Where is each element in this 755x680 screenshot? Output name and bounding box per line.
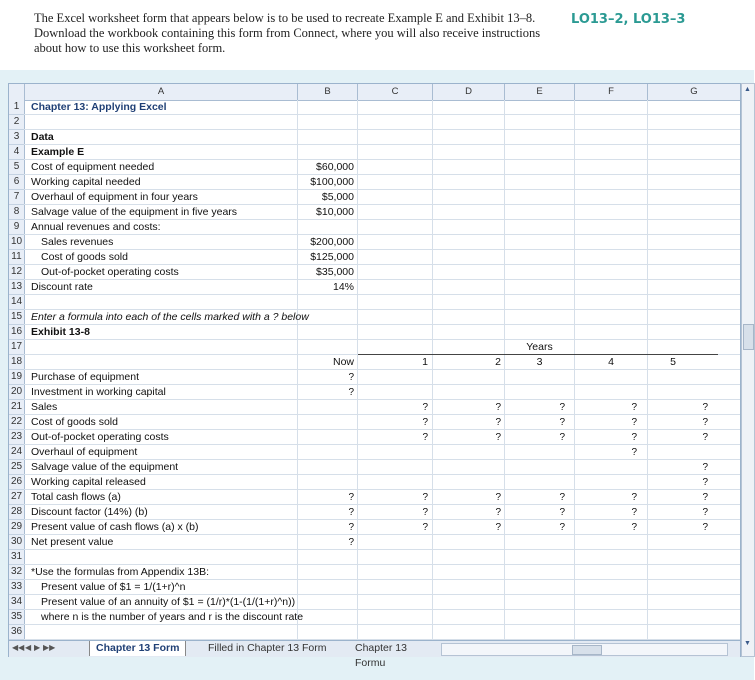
row-header[interactable]: 25	[9, 460, 25, 475]
row-header[interactable]: 34	[9, 595, 25, 610]
cell-a1-title[interactable]: Chapter 13: Applying Excel	[31, 101, 167, 113]
col-header-c[interactable]: C	[358, 84, 433, 101]
cell-a15-instructions[interactable]: Enter a formula into each of the cells marked with a ? below	[31, 311, 309, 323]
next-sheet-button[interactable]: ▶	[34, 643, 41, 652]
formula-placeholder-cell[interactable]: ?	[559, 402, 565, 413]
cell-b10[interactable]: $200,000	[310, 236, 354, 248]
formula-placeholder-cell[interactable]: ?	[559, 522, 565, 533]
row-header[interactable]: 21	[9, 400, 25, 415]
cell-a35[interactable]: where n is the number of years and r is the discount rate	[41, 611, 304, 623]
cell-a11[interactable]: Cost of goods sold	[41, 251, 128, 263]
cell-b13[interactable]: 14%	[332, 281, 354, 293]
row-header[interactable]: 11	[9, 250, 25, 265]
cell-a28[interactable]: Discount factor (14%) (b)	[31, 506, 148, 518]
last-sheet-button[interactable]: ▶▶	[43, 643, 56, 652]
row-header[interactable]: 17	[9, 340, 25, 355]
horizontal-scrollbar[interactable]	[441, 643, 728, 656]
row-gridline	[24, 339, 740, 340]
row-header[interactable]: 10	[9, 235, 25, 250]
cell-a7[interactable]: Overhaul of equipment in four years	[31, 191, 198, 203]
cell-g18[interactable]: 5	[670, 356, 676, 368]
cell-a26[interactable]: Working capital released	[31, 476, 146, 488]
row-header[interactable]: 8	[9, 205, 25, 220]
row-header[interactable]: 27	[9, 490, 25, 505]
row-header[interactable]: 14	[9, 295, 25, 310]
row-gridline	[24, 294, 740, 295]
formula-placeholder-cell[interactable]: ?	[495, 522, 501, 533]
formula-placeholder-cell[interactable]: ?	[631, 447, 637, 458]
formula-placeholder-cell[interactable]: ?	[631, 492, 637, 503]
cell-a32[interactable]: *Use the formulas from Appendix 13B:	[31, 566, 210, 578]
scroll-up-icon[interactable]: ▲	[744, 86, 751, 93]
row-header[interactable]: 29	[9, 520, 25, 535]
row-gridline	[24, 129, 740, 130]
col-header-g[interactable]: G	[648, 84, 740, 101]
scroll-down-icon[interactable]: ▼	[744, 640, 751, 647]
formula-placeholder-cell[interactable]: ?	[702, 477, 708, 488]
cell-e18[interactable]: 3	[536, 356, 543, 368]
cell-a10[interactable]: Sales revenues	[41, 236, 114, 248]
cell-b18-now[interactable]: Now	[332, 356, 354, 368]
row-header[interactable]: 16	[9, 325, 25, 340]
cell-a25[interactable]: Salvage value of the equipment	[31, 461, 179, 473]
row-header[interactable]: 19	[9, 370, 25, 385]
cell-b5[interactable]: $60,000	[316, 161, 354, 173]
formula-placeholder-cell[interactable]: ?	[495, 492, 501, 503]
formula-placeholder-cell[interactable]: ?	[422, 417, 428, 428]
row-header[interactable]: 30	[9, 535, 25, 550]
row-header[interactable]: 9	[9, 220, 25, 235]
cell-c18[interactable]: 1	[422, 356, 428, 368]
row-header[interactable]: 31	[9, 550, 25, 565]
col-header-f[interactable]: F	[575, 84, 648, 101]
row-header[interactable]: 1	[9, 100, 25, 115]
formula-placeholder-cell[interactable]: ?	[348, 387, 354, 398]
cell-a23[interactable]: Out-of-pocket operating costs	[31, 431, 169, 443]
tab-filled-in-form[interactable]: Filled in Chapter 13 Form	[208, 642, 327, 654]
formula-placeholder-cell[interactable]: ?	[422, 432, 428, 443]
row-header[interactable]: 2	[9, 115, 25, 130]
formula-placeholder-cell[interactable]: ?	[631, 507, 637, 518]
horizontal-scroll-thumb[interactable]	[572, 645, 602, 655]
sheet-tab-bar	[9, 640, 740, 669]
formula-placeholder-cell[interactable]: ?	[495, 507, 501, 518]
row-header[interactable]: 36	[9, 625, 25, 640]
formula-placeholder-cell[interactable]: ?	[348, 537, 354, 548]
cell-a5[interactable]: Cost of equipment needed	[31, 161, 155, 173]
cell-a6[interactable]: Working capital needed	[31, 176, 141, 188]
formula-placeholder-cell[interactable]: ?	[702, 402, 708, 413]
col-header-a[interactable]: A	[25, 84, 298, 101]
formula-placeholder-cell[interactable]: ?	[422, 507, 428, 518]
row-header[interactable]: 28	[9, 505, 25, 520]
row-header[interactable]: 4	[9, 145, 25, 160]
formula-placeholder-cell[interactable]: ?	[348, 372, 354, 383]
formula-placeholder-cell[interactable]: ?	[422, 402, 428, 413]
row-gridline	[24, 549, 740, 550]
cell-a12[interactable]: Out-of-pocket operating costs	[41, 266, 179, 278]
cell-a33[interactable]: Present value of $1 = 1/(1+r)^n	[41, 581, 186, 593]
cell-a8[interactable]: Salvage value of the equipment in five years	[31, 206, 238, 218]
row-gridline	[24, 144, 740, 145]
row-header[interactable]: 33	[9, 580, 25, 595]
col-header-b[interactable]: B	[298, 84, 358, 101]
cell-a16-exhibit[interactable]: Exhibit 13-8	[31, 326, 90, 338]
row-header[interactable]: 13	[9, 280, 25, 295]
formula-placeholder-cell[interactable]: ?	[348, 522, 354, 533]
formula-placeholder-cell[interactable]: ?	[702, 522, 708, 533]
formula-placeholder-cell[interactable]: ?	[348, 507, 354, 518]
formula-placeholder-cell[interactable]: ?	[559, 492, 565, 503]
cell-f18[interactable]: 4	[608, 356, 614, 368]
formula-placeholder-cell[interactable]: ?	[495, 432, 501, 443]
first-sheet-button[interactable]: ◀◀	[12, 643, 25, 652]
cell-a4-example-e[interactable]: Example E	[31, 146, 85, 158]
cell-b12[interactable]: $35,000	[316, 266, 354, 278]
formula-placeholder-cell[interactable]: ?	[559, 432, 565, 443]
select-all-corner[interactable]	[9, 84, 25, 101]
prev-sheet-button[interactable]: ◀	[25, 643, 32, 652]
formula-placeholder-cell[interactable]: ?	[702, 507, 708, 518]
cell-a20[interactable]: Investment in working capital	[31, 386, 166, 398]
cell-a24[interactable]: Overhaul of equipment	[31, 446, 138, 458]
formula-placeholder-cell[interactable]: ?	[559, 507, 565, 518]
cell-b11[interactable]: $125,000	[310, 251, 354, 263]
formula-placeholder-cell[interactable]: ?	[702, 462, 708, 473]
cell-a30[interactable]: Net present value	[31, 536, 114, 548]
spreadsheet-grid[interactable]	[8, 83, 741, 669]
row-header[interactable]: 23	[9, 430, 25, 445]
cell-a13[interactable]: Discount rate	[31, 281, 93, 293]
formula-placeholder-cell[interactable]: ?	[631, 432, 637, 443]
row-header[interactable]: 6	[9, 175, 25, 190]
tab-chapter-13-form[interactable]: Chapter 13 Form	[89, 641, 186, 656]
row-header[interactable]: 5	[9, 160, 25, 175]
formula-placeholder-cell[interactable]: ?	[559, 417, 565, 428]
cell-a29[interactable]: Present value of cash flows (a) x (b)	[31, 521, 199, 533]
formula-placeholder-cell[interactable]: ?	[495, 417, 501, 428]
cell-a21[interactable]: Sales	[31, 401, 58, 413]
formula-placeholder-cell[interactable]: ?	[422, 492, 428, 503]
row-header[interactable]: 26	[9, 475, 25, 490]
vertical-scroll-thumb[interactable]	[743, 324, 754, 350]
learning-objectives: LO13–2, LO13–3	[571, 12, 686, 27]
row-header[interactable]: 20	[9, 385, 25, 400]
row-header[interactable]: 18	[9, 355, 25, 370]
cell-b7[interactable]: $5,000	[321, 191, 354, 203]
cell-a27[interactable]: Total cash flows (a)	[31, 491, 121, 503]
cell-d18[interactable]: 2	[495, 356, 501, 368]
cell-b8[interactable]: $10,000	[316, 206, 354, 218]
row-header[interactable]: 22	[9, 415, 25, 430]
formula-placeholder-cell[interactable]: ?	[702, 432, 708, 443]
formula-placeholder-cell[interactable]: ?	[702, 417, 708, 428]
row-header[interactable]: 35	[9, 610, 25, 625]
formula-placeholder-cell[interactable]: ?	[631, 402, 637, 413]
formula-placeholder-cell[interactable]: ?	[702, 492, 708, 503]
col-header-d[interactable]: D	[433, 84, 505, 101]
formula-placeholder-cell[interactable]: ?	[631, 417, 637, 428]
row-header[interactable]: 24	[9, 445, 25, 460]
row-header[interactable]: 7	[9, 190, 25, 205]
tab-chapter-13-formulas[interactable]: Chapter 13 Formu	[355, 642, 407, 669]
formula-placeholder-cell[interactable]: ?	[631, 522, 637, 533]
cell-a34[interactable]: Present value of an annuity of $1 = (1/r)*(1-(1/(1+r)^n))	[41, 596, 296, 608]
cell-a9[interactable]: Annual revenues and costs:	[31, 221, 161, 233]
row-header[interactable]: 12	[9, 265, 25, 280]
cell-a3-data[interactable]: Data	[31, 131, 54, 143]
formula-placeholder-cell[interactable]: ?	[422, 522, 428, 533]
intro-paragraph: The Excel worksheet form that appears below is to be used to recreate Example E and Exhibit 13–8. Download the workbook containing this form from Connect, where you will also receive instructions about how to use this worksheet form.	[34, 11, 541, 55]
cell-a22[interactable]: Cost of goods sold	[31, 416, 118, 428]
row-header[interactable]: 15	[9, 310, 25, 325]
col-header-e[interactable]: E	[505, 84, 575, 101]
row-header[interactable]: 32	[9, 565, 25, 580]
row-gridline	[24, 249, 740, 250]
cell-a19[interactable]: Purchase of equipment	[31, 371, 139, 383]
row-header[interactable]: 3	[9, 130, 25, 145]
cell-b6[interactable]: $100,000	[310, 176, 354, 188]
formula-placeholder-cell[interactable]: ?	[348, 492, 354, 503]
formula-placeholder-cell[interactable]: ?	[495, 402, 501, 413]
cell-e17-years[interactable]: Years	[526, 341, 553, 353]
vertical-scrollbar[interactable]	[741, 83, 755, 657]
